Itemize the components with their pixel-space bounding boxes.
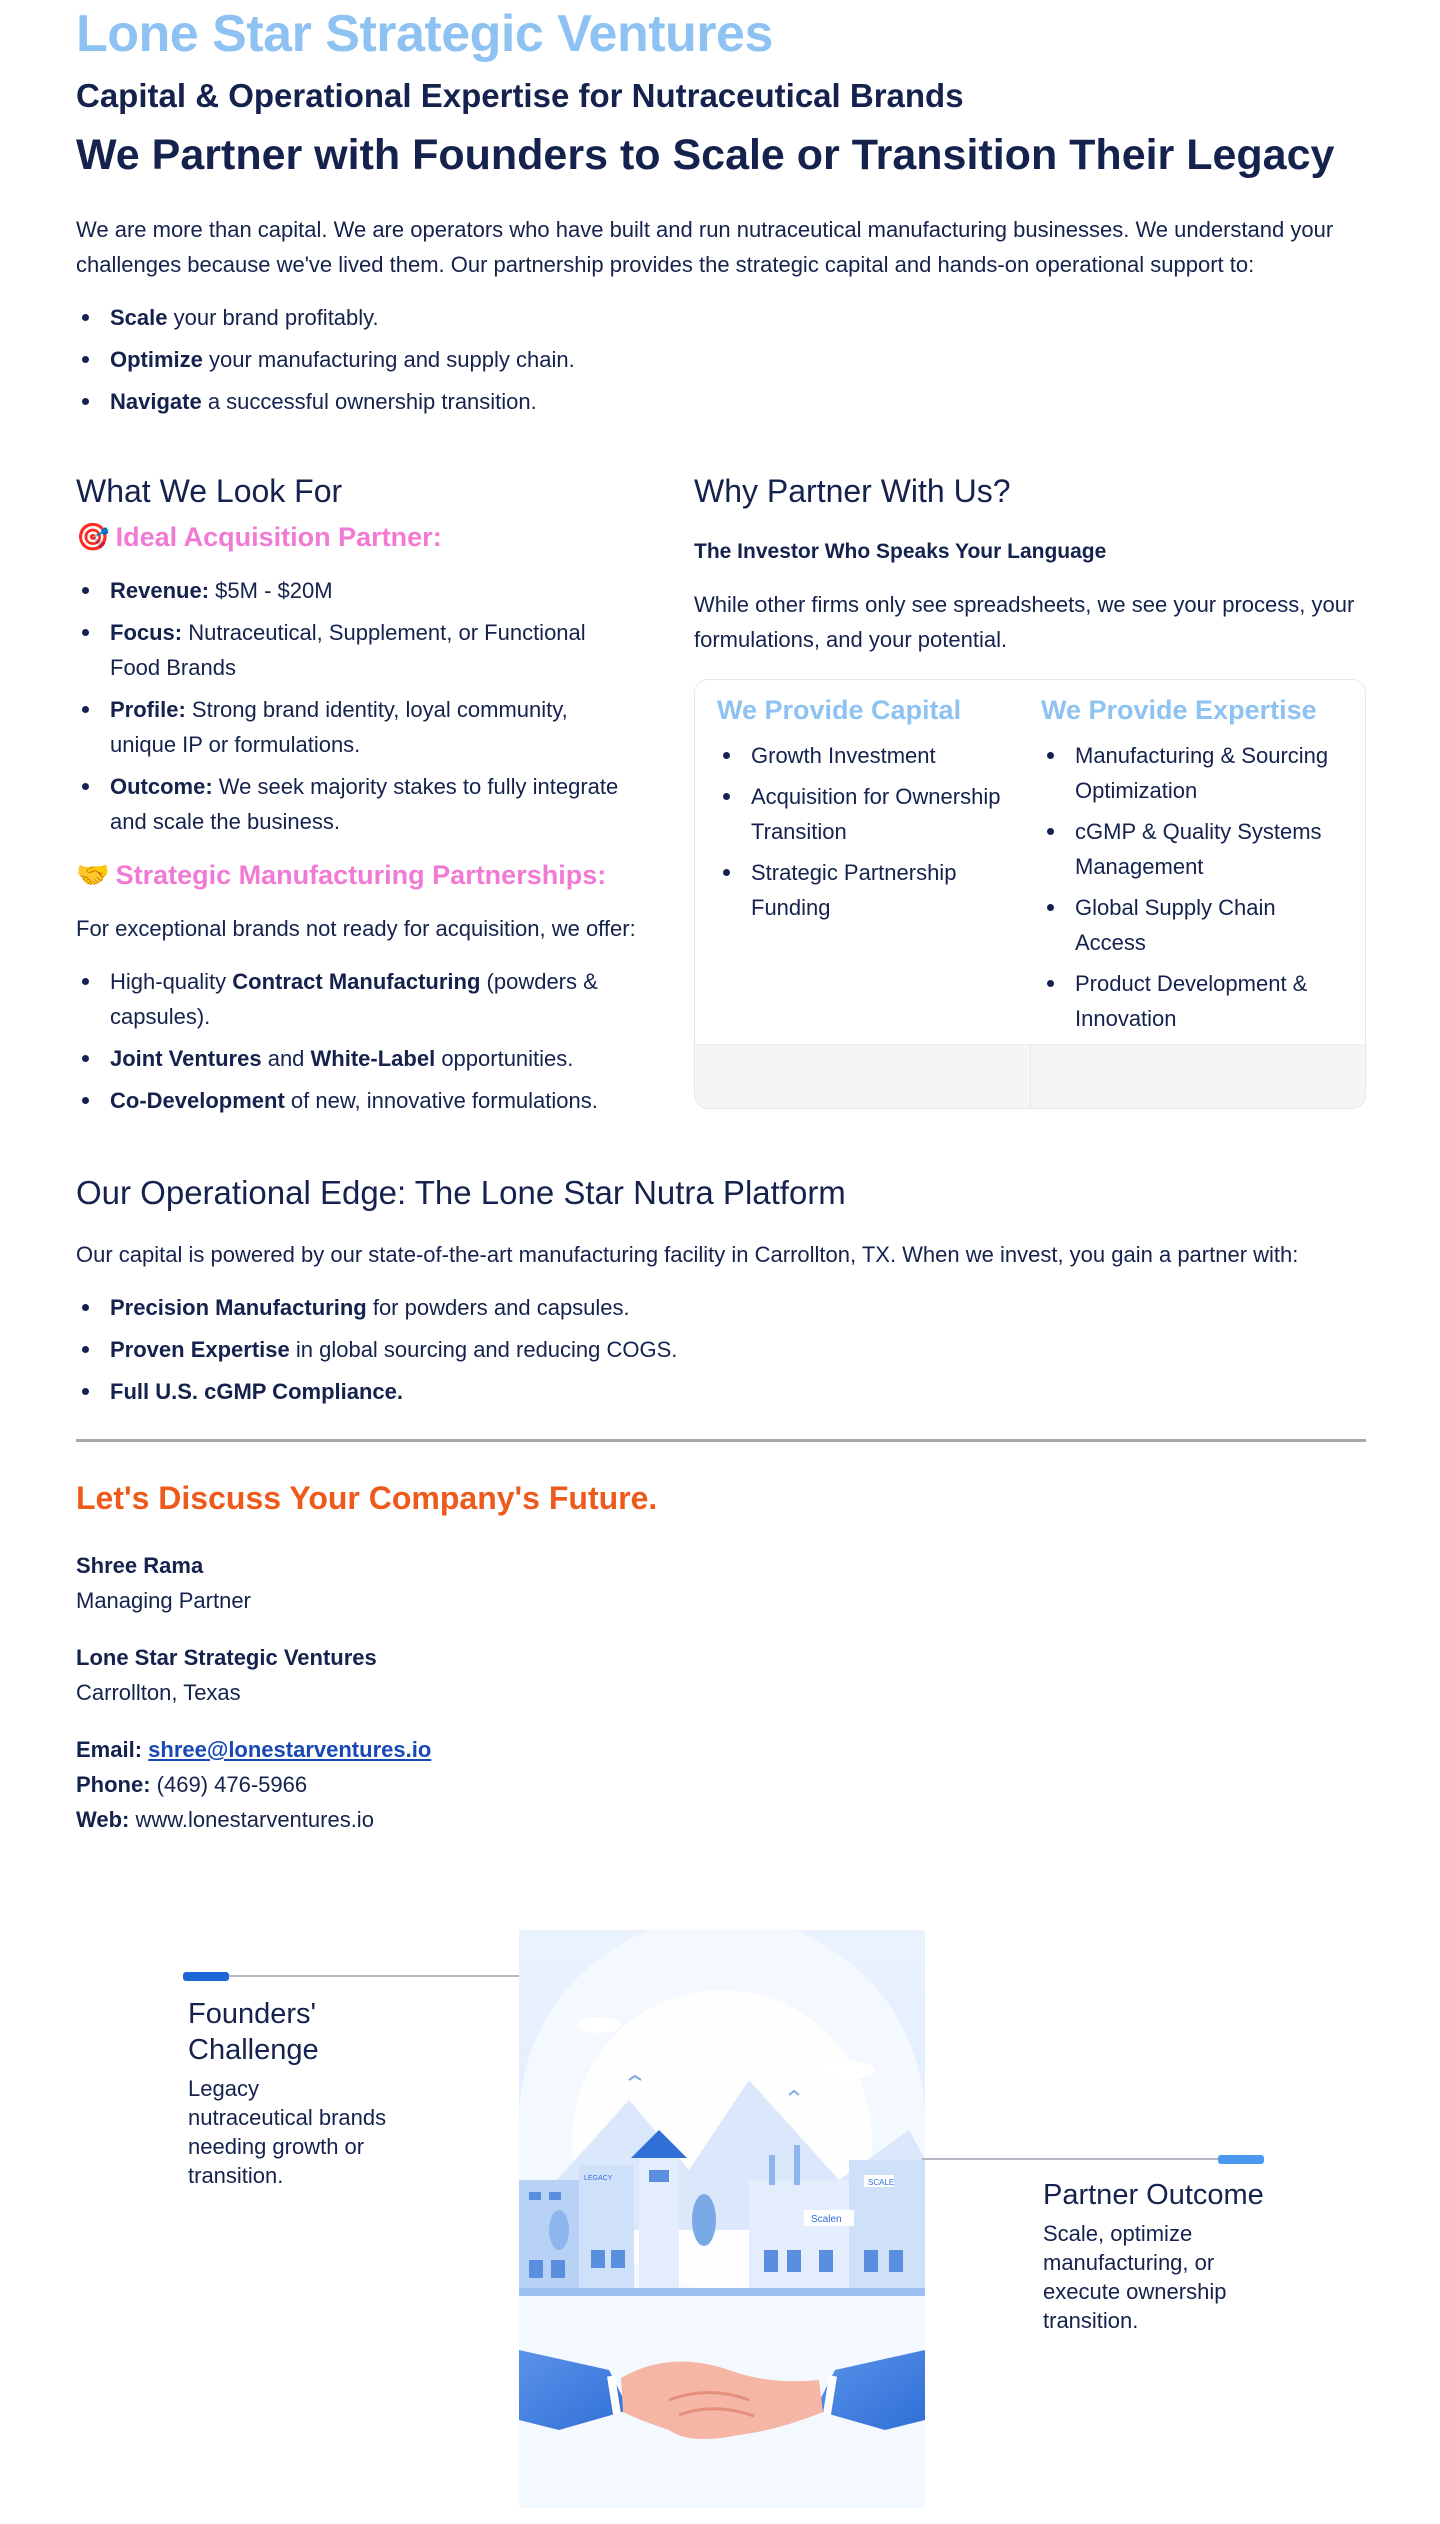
brand-title: Lone Star Strategic Ventures xyxy=(76,5,773,63)
list-item: Co-Development of new, innovative formulations. xyxy=(76,1083,636,1118)
list-item: cGMP & Quality Systems Management xyxy=(1041,814,1365,884)
list-item: Focus: Nutraceutical, Supplement, or Functional Food Brands xyxy=(76,615,636,685)
list-item: Manufacturing & Sourcing Optimization xyxy=(1041,738,1365,808)
marker-right xyxy=(1218,2155,1264,2164)
subtitle: Capital & Operational Expertise for Nutraceutical Brands xyxy=(76,77,964,114)
manufacturing-intro: For exceptional brands not ready for acquisition, we offer: xyxy=(76,916,636,941)
manufacturing-heading: 🤝 Strategic Manufacturing Partnerships: xyxy=(76,860,607,890)
right-title: Partner Outcome xyxy=(1043,2179,1264,2211)
connector-line-right xyxy=(922,2158,1262,2160)
email-row: Email: shree@lonestarventures.io xyxy=(76,1737,432,1762)
list-item: Outcome: We seek majority stakes to fully integrate and scale the business. xyxy=(76,769,636,839)
email-link[interactable]: shree@lonestarventures.io xyxy=(148,1737,432,1762)
list-item: Global Supply Chain Access xyxy=(1041,890,1365,960)
look-for-title: What We Look For xyxy=(76,473,343,509)
handshake-icon: 🤝 xyxy=(76,860,110,890)
edge-title: Our Operational Edge: The Lone Star Nutra Platform xyxy=(76,1174,846,1211)
handshake-city-illustration xyxy=(519,1930,925,2508)
phone-row: Phone: (469) 476-5966 xyxy=(76,1772,308,1797)
list-item: Proven Expertise in global sourcing and reducing COGS. xyxy=(76,1332,1366,1367)
page-content xyxy=(76,0,1366,1837)
why-partner xyxy=(694,471,1366,1125)
partner-outcome xyxy=(1043,2177,1283,2335)
sign-legacy: LEGACY xyxy=(584,2175,613,2182)
headline: We Partner with Founders to Scale or Transition Their Legacy xyxy=(76,131,1335,179)
right-text: Scale, optimize manufacturing, or execute ownership transition. xyxy=(1043,2221,1227,2333)
list-item: High-quality Contract Manufacturing (powders & capsules). xyxy=(76,964,636,1034)
contact-block xyxy=(76,1548,1366,1837)
list-item: Acquisition for Ownership Transition xyxy=(717,779,1041,849)
list-item: Profile: Strong brand identity, loyal community, unique IP or formulations. xyxy=(76,692,636,762)
list-item: Full U.S. cGMP Compliance. xyxy=(76,1374,1366,1409)
capital-title: We Provide Capital xyxy=(717,695,962,725)
why-tagline: The Investor Who Speaks Your Language xyxy=(694,540,1107,563)
section-divider xyxy=(76,1439,1366,1442)
left-text: Legacy nutraceutical brands needing growth or transition. xyxy=(188,2076,387,2188)
what-we-look-for xyxy=(76,471,636,1125)
list-item: Navigate a successful ownership transition. xyxy=(76,384,1366,419)
intro-paragraph: We are more than capital. We are operators who have built and run nutraceutical manufacturing businesses. We understand your challenges because we've lived them. Our partnership provides the strategic capital and hands-on operational support to: xyxy=(76,217,1334,277)
infographic xyxy=(0,1930,1440,2524)
founders-challenge xyxy=(188,1996,388,2190)
contact-name: Shree Rama xyxy=(76,1553,204,1578)
expertise-title: We Provide Expertise xyxy=(1041,695,1317,725)
list-item: Optimize your manufacturing and supply chain. xyxy=(76,342,1366,377)
list-item: Scale your brand profitably. xyxy=(76,300,1366,335)
card-footer xyxy=(695,1044,1365,1108)
left-title: Founders' Challenge xyxy=(188,1998,319,2066)
target-icon: 🎯 xyxy=(76,522,110,552)
edge-text: Our capital is powered by our state-of-the-art manufacturing facility in Carrollton, TX. When we invest, you gain a partner with: xyxy=(76,1242,1299,1267)
sign-scalen: Scalen xyxy=(811,2214,842,2225)
contact-location: Carrollton, Texas xyxy=(76,1680,241,1705)
goals-list xyxy=(76,300,1366,419)
list-item: Revenue: $5M - $20M xyxy=(76,573,636,608)
list-item: Growth Investment xyxy=(717,738,1041,773)
list-item: Joint Ventures and White-Label opportunities. xyxy=(76,1041,636,1076)
marker-left xyxy=(183,1972,229,1981)
list-item: Strategic Partnership Funding xyxy=(717,855,1041,925)
expertise-column xyxy=(1041,692,1365,1044)
capital-column xyxy=(717,692,1041,1044)
why-text: While other firms only see spreadsheets, we see your process, your formulations, and your potential. xyxy=(694,592,1355,652)
sign-scale: SCALE xyxy=(868,2178,895,2187)
web-row: Web: www.lonestarventures.io xyxy=(76,1807,374,1832)
criteria-list xyxy=(76,573,636,839)
list-item: Precision Manufacturing for powders and capsules. xyxy=(76,1290,1366,1325)
list-item: Product Development & Innovation xyxy=(1041,966,1365,1036)
cta-heading: Let's Discuss Your Company's Future. xyxy=(76,1480,658,1516)
edge-list xyxy=(76,1290,1366,1409)
two-column-section xyxy=(76,471,1366,1125)
contact-role: Managing Partner xyxy=(76,1588,251,1613)
why-title: Why Partner With Us? xyxy=(694,473,1011,509)
provide-card xyxy=(694,679,1366,1109)
manufacturing-list xyxy=(76,964,636,1118)
acquisition-heading: 🎯 Ideal Acquisition Partner: xyxy=(76,522,442,552)
contact-company: Lone Star Strategic Ventures xyxy=(76,1645,377,1670)
